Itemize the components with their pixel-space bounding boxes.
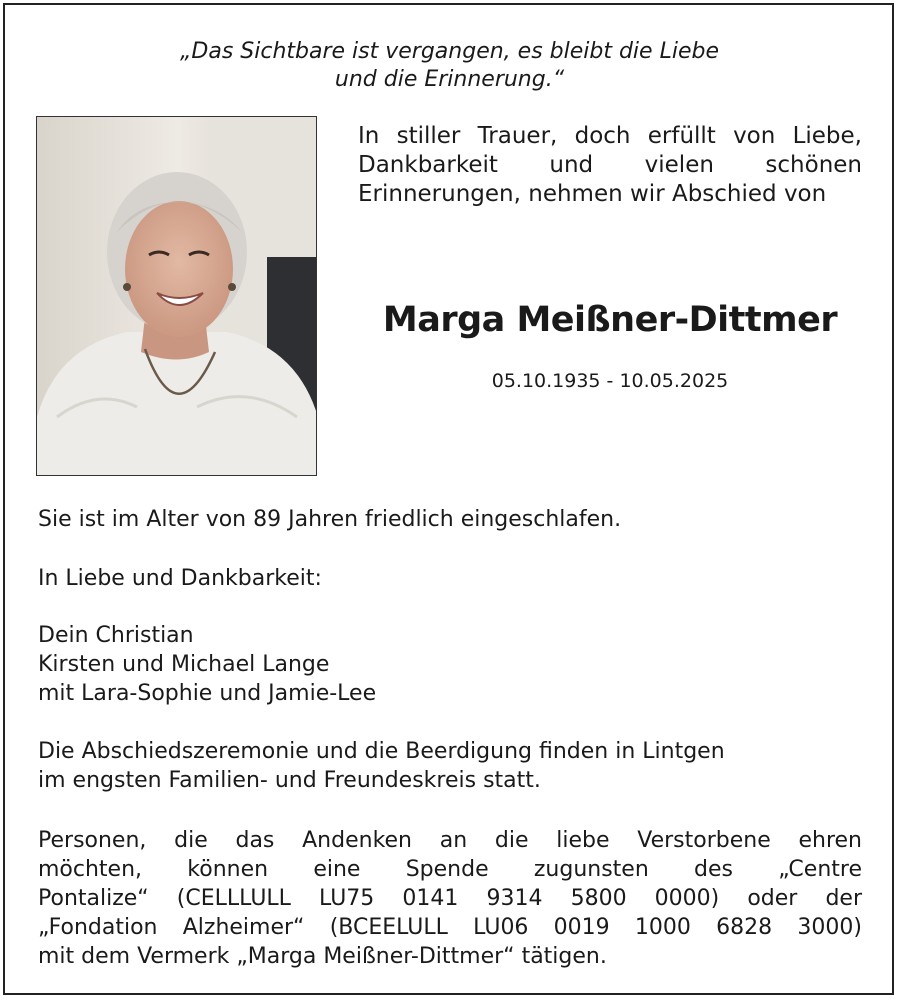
- memorial-quote: [40, 38, 859, 94]
- donation-line: möchten, können eine Spende zugunsten des „Centre: [38, 857, 862, 882]
- donation-info: [38, 826, 862, 971]
- portrait-photo: [36, 116, 317, 476]
- deceased-name: Marga Meißner-Dittmer: [382, 300, 838, 340]
- family-member: Kirsten und Michael Lange: [38, 652, 330, 677]
- donation-line: Personen, die das Andenken an die liebe Verstorbene ehren: [38, 828, 862, 853]
- quote-line-1: „Das Sichtbare ist vergangen, es bleibt die Liebe: [180, 39, 719, 64]
- donation-line: Pontalize“ (CELLLULL LU75 0141 9314 5800 0000) oder der: [38, 886, 862, 911]
- family-member: Dein Christian: [38, 623, 194, 648]
- family-member: mit Lara-Sophie und Jamie-Lee: [38, 681, 377, 706]
- quote-line-2: und die Erinnerung.“: [334, 67, 565, 92]
- age-line: Sie ist im Alter von 89 Jahren friedlich eingeschlafen.: [38, 507, 622, 532]
- ceremony-line: Die Abschiedszeremonie und die Beerdigung finden in Lintgen: [38, 739, 725, 764]
- ceremony-info: [38, 737, 862, 795]
- life-dates: 05.10.1935 - 10.05.2025: [491, 370, 729, 392]
- donation-line: „Fondation Alzheimer“ (BCEELULL LU06 0019 1000 6828 3000): [38, 915, 862, 940]
- donation-line: mit dem Vermerk „Marga Meißner-Dittmer“ tätigen.: [38, 944, 607, 969]
- portrait-illustration: [37, 117, 317, 476]
- closing-line: In Liebe und Dankbarkeit:: [38, 566, 322, 591]
- ceremony-line: im engsten Familien- und Freundeskreis statt.: [38, 768, 541, 793]
- family-list: [38, 621, 862, 708]
- intro-text: In stiller Trauer, doch erfüllt von Liebe, Dankbarkeit und vielen schönen Erinnerungen, nehmen wir Abschied von: [358, 123, 862, 207]
- closing-statement: [38, 564, 862, 593]
- age-statement: [38, 505, 862, 534]
